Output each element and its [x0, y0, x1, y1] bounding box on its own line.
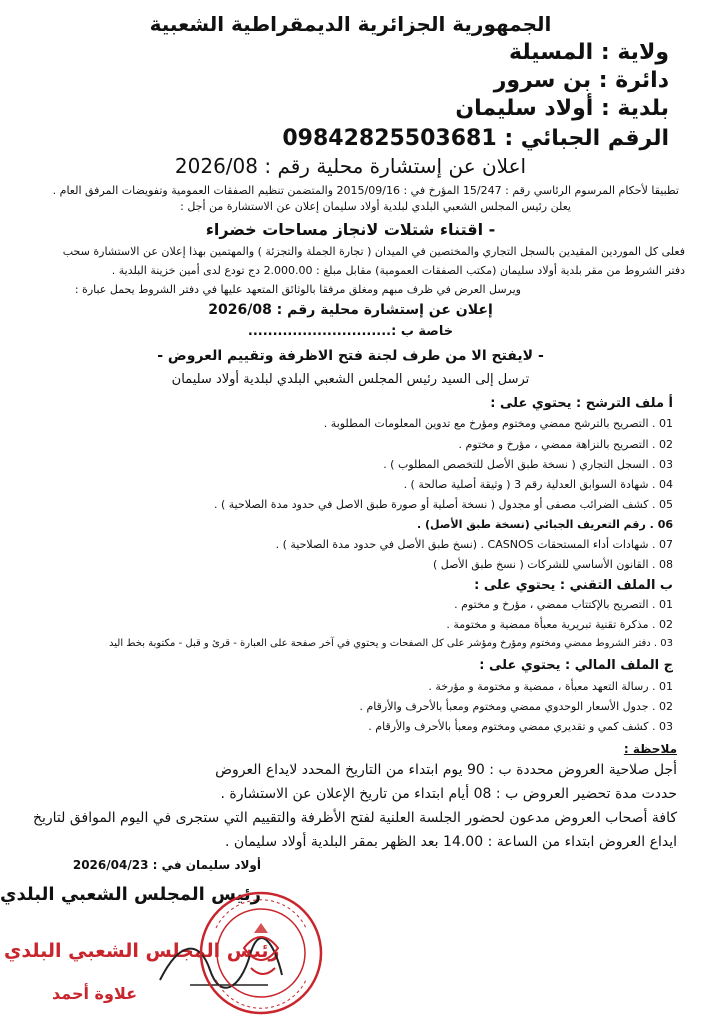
body-line-2: دفتر الشروط من مقر بلدية أولاد سليمان (مكتب الصفقات العمومية) مقابل مبلغ : 2.000.00 دج تودع لدى أمين خزينة البلدية . — [111, 264, 685, 277]
section-a-item: 07 . شهادات أداء المستحقات CASNOS . (نسخ طبق الأصل في حدود مدة الصلاحية ) . — [275, 538, 673, 551]
section-a-item: 05 . كشف الضرائب مصفى أو مجدول ( نسخة أصلية أو صورة طبق الاصل في حدود مدة الصلاحية ) . — [214, 498, 673, 511]
notes-line-3: كافة أصحاب العروض مدعون لحضور الجلسة العلنية لفتح الأظرفة والتقييم التي ستجرى في اليوم الموافق لتاريخ — [32, 810, 677, 826]
intro-line-2: يعلن رئيس المجلس الشعبي البلدي لبلدية أولاد سليمان إعلان عن الاستشارة من أجل : — [180, 200, 571, 213]
notice-title: اعلان عن إستشارة محلية رقم : 2026/08 — [174, 154, 527, 178]
place-date: أولاد سليمان في : 2026/04/23 — [72, 858, 261, 872]
section-a-item: 06 . رقم التعريف الجبائي (نسخة طبق الأصل) . — [416, 518, 673, 531]
envelope-line-3: - لايفتح الا من طرف لجنة فتح الاظرفة وتقييم العروض - — [157, 348, 544, 364]
signer-name: علاوة أحمد — [52, 984, 138, 1003]
section-a-item: 01 . التصريح بالترشح ممضي ومختوم ومؤرخ مع تدوين المعلومات المطلوبة . — [323, 417, 673, 430]
commune-seal — [196, 888, 326, 1018]
wilaya-line: ولاية : المسيلة — [508, 40, 669, 65]
section-c-item: 02 . جدول الأسعار الوحدوي ممضي ومختوم ومعبأ بالأحرف والأرقام . — [359, 700, 673, 713]
daira-line: دائرة : بن سرور — [493, 68, 669, 93]
notes-line-1: أجل صلاحية العروض محددة ب : 90 يوم ابتداء من التاريخ المحدد لايداع العروض — [215, 762, 677, 778]
section-b-title: ب الملف التقني : يحتوي على : — [474, 578, 673, 593]
commune-line: بلدية : أولاد سليمان — [455, 96, 669, 121]
tax-id-line: الرقم الجبائي : 09842825503681 — [282, 126, 669, 151]
section-a-item: 03 . السجل التجاري ( نسخة طبق الأصل للتخصص المطلوب ) . — [383, 458, 673, 471]
notes-line-2: حددت مدة تحضير العروض ب : 08 أيام ابتداء من تاريخ الإعلان عن الاستشارة . — [220, 786, 677, 802]
envelope-line-1: إعلان عن إستشارة محلية رقم : 2026/08 — [208, 302, 493, 318]
envelope-line-2: خاصة ب :............................. — [247, 324, 454, 339]
section-a-title: أ ملف الترشح : يحتوي على : — [490, 396, 673, 411]
section-c-item: 01 . رسالة التعهد معبأة ، ممضية و مختومة و مؤرخة . — [428, 680, 673, 693]
section-a-item: 04 . شهادة السوابق العدلية رقم 3 ( وثيقة أصلية صالحة ) . — [403, 478, 673, 491]
section-b-item: 01 . التصريح بالإكتتاب ممضي ، مؤرخ و مختوم . — [454, 598, 673, 611]
red-stamp: رئيس المجلس الشعبي البلدي — [4, 940, 280, 962]
section-b-item: 02 . مذكرة تقنية تبريرية معبأة ممضية و مختومة . — [446, 618, 673, 631]
section-a-item: 08 . القانون الأساسي للشركات ( نسخ طبق الأصل ) — [432, 558, 673, 571]
republic-title: الجمهورية الجزائرية الديمقراطية الشعبية — [149, 12, 552, 36]
section-b-item: 03 . دفتر الشروط ممضي ومختوم ومؤرخ ومؤشر على كل الصفحات و يحتوي في آخر صفحة على العبارة - قرئ و قبل - مكتوبة بخط اليد — [109, 638, 673, 649]
notes-line-4: ايداع العروض ابتداء من الساعة : 14.00 بعد الظهر بمقر البلدية أولاد سليمان . — [224, 834, 677, 850]
body-line-1: فعلى كل الموردين المقيدين بالسجل التجاري والمختصين في الميدان ( تجارة الجملة والتجزئة ) والمهتمين بهذا إعلان عن الاستشارة سحب — [62, 245, 685, 258]
notes-label: ملاحظة : — [623, 742, 677, 756]
section-c-item: 03 . كشف كمي و تقديري ممضي ومختوم ومعبأ بالأحرف والأرقام . — [368, 720, 673, 733]
section-a-item: 02 . التصريح بالنزاهة ممضي ، مؤرخ و مختوم . — [458, 438, 673, 451]
envelope-line-4: ترسل إلى السيد رئيس المجلس الشعبي البلدي لبلدية أولاد سليمان — [171, 372, 530, 387]
body-line-3: ويرسل العرض في ظرف مبهم ومغلق مرفقا بالوثائق المتعهد عليها في دفتر الشروط يحمل عبارة : — [74, 283, 521, 296]
section-c-title: ج الملف المالي : يحتوي على : — [479, 658, 673, 673]
signatory-title: رئيس المجلس الشعبي البلدي — [0, 884, 261, 905]
intro-line-1: تطبيقا لأحكام المرسوم الرئاسي رقم : 15/247 المؤرخ في : 2015/09/16 والمتضمن تنظيم الصفقات العمومية وتفويضات المرفق العام . — [52, 184, 679, 197]
subject-title: - اقتناء شتلات لانجاز مساحات خضراء — [205, 220, 496, 239]
